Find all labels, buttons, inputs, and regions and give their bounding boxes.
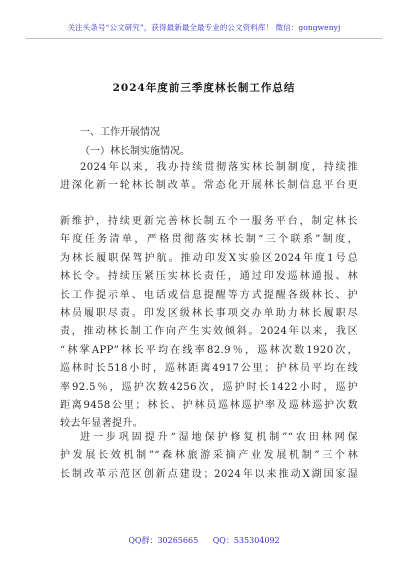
- paragraph-intro: [60, 159, 358, 196]
- section-heading-work-progress: 一、工作开展情况: [80, 127, 160, 138]
- header-divider: [26, 38, 382, 39]
- paragraph-line: 林员履职尽责。印发区级林长事项交办单助力林长履职尽: [60, 308, 358, 320]
- footer-contact: [0, 535, 408, 546]
- paragraph-line: 2024年以来，我办持续贯彻落实林长制制度，持续推: [80, 162, 358, 173]
- paragraph-line: 林长令。持续压紧压实林长责任，通过印发巡林通报、林: [60, 271, 358, 283]
- paragraph-line: 巡林时长518小时，巡林距离4917公里；护林员平均在线: [60, 363, 358, 375]
- document-title: 2024年度前三季度林长制工作总结: [112, 82, 296, 94]
- paragraph-line: “林掌APP”林长平均在线率82.9％，巡林次数1920次，: [60, 344, 358, 356]
- paragraph-line: 新维护，持续更新完善林长制五个一服务平台，制定林长: [60, 216, 358, 227]
- paragraph-line: 护发展长效机制”“森林旅游采摘产业发展机制”三个林: [60, 450, 358, 462]
- paragraph-line: 距离9458公里；林长、护林员巡林巡护率及巡林巡护次数: [60, 400, 358, 412]
- paragraph-line: 长制改革示范区创新点建设；2024年以来推动X湖国家湿: [60, 468, 358, 480]
- subsection-heading-forest-chief-system: （一）林长制实施情况。: [80, 146, 190, 157]
- header-banner: 关注头条号“公文研究”，获得最新最全最专业的公文资料库！ 微信：gongwenyj: [67, 23, 341, 32]
- paragraph-line: 为林长履职保驾护航。推动印发X实验区2024年度1号总: [60, 252, 358, 264]
- paragraph-line: 较去年显著提升。: [60, 418, 144, 430]
- paragraph-line: 进一步巩固提升“湿地保护修复机制”“农田林网保: [80, 432, 358, 443]
- paragraph-line: 年度任务清单，严格贯彻落实林长制“三个联系”制度，: [60, 234, 358, 246]
- paragraph-line: 长工作提示单、电话或信息提醒等方式提醒各级林长、护: [60, 289, 358, 301]
- paragraph-line: 责，推动林长制工作向产生实效倾斜。2024年以来，我区: [60, 326, 358, 338]
- paragraph-line: 率92.5％，巡护次数4256次，巡护时长1422小时，巡护: [60, 381, 358, 393]
- footer-qq-contact: QQ：535304092: [212, 536, 280, 545]
- paragraph-line: 进深化新一轮林长制改革。常态化开展林长制信息平台更: [60, 180, 358, 192]
- footer-qq-group: QQ群：30265665: [128, 536, 199, 545]
- paragraph-reform-demonstration: [60, 429, 358, 484]
- paragraph-implementation-details: [60, 213, 358, 434]
